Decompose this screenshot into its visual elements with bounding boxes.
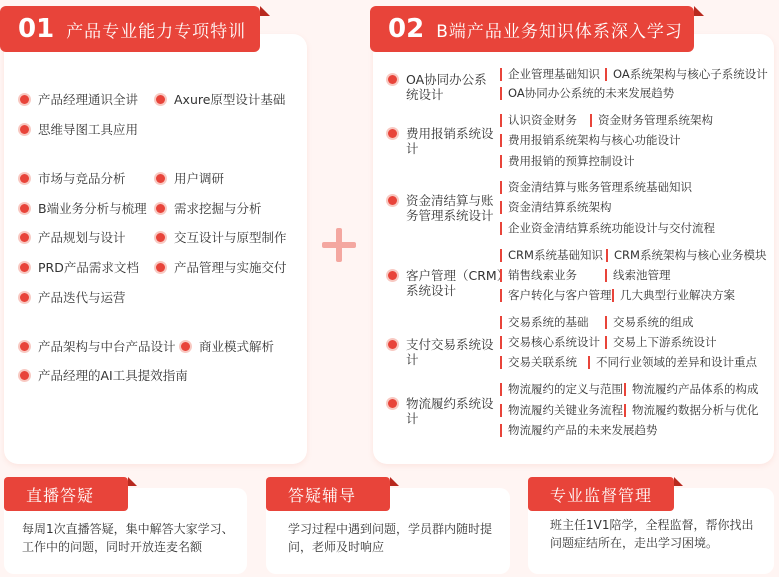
s1-item: 需求挖掘与分析 — [156, 199, 262, 217]
supervision-tab — [528, 477, 674, 511]
bullet-icon — [156, 263, 165, 272]
sub-item: 交易核心系统设计 — [500, 336, 600, 349]
tab-fold — [128, 477, 137, 486]
bullet-icon — [156, 95, 165, 104]
tutoring-desc: 学习过程中遇到问题，学员群内随时提问，老师及时响应 — [288, 522, 493, 554]
sub-item: 线索池管理 — [605, 269, 671, 282]
s1-item: 产品管理与实施交付 — [156, 258, 287, 276]
sub-item: 费用报销系统架构与核心功能设计 — [500, 134, 681, 147]
category-oa: OA协同办公系统设计 — [388, 72, 494, 102]
sub-item: 销售线索业务 — [500, 269, 577, 282]
sub-item: 交易系统的基础 — [500, 316, 589, 329]
sub-item: 物流履约产品体系的构成 — [624, 383, 759, 396]
section2-number: 02 — [388, 14, 425, 44]
s1-item: 产品架构与中台产品设计 — [20, 337, 176, 355]
s1-item: PRD产品需求文档 — [20, 258, 139, 276]
live-qa-title: 直播答疑 — [26, 485, 95, 505]
sub-item: 不同行业领域的差异和设计重点 — [588, 356, 757, 369]
bullet-icon — [388, 129, 397, 138]
sub-item: 费用报销的预算控制设计 — [500, 155, 635, 168]
plus-icon — [322, 228, 356, 262]
live-qa-tab — [4, 477, 128, 511]
sub-item: OA系统架构与核心子系统设计 — [605, 68, 768, 81]
bullet-icon — [20, 342, 29, 351]
s1-item: Axure原型设计基础 — [156, 90, 285, 108]
tutoring-tab — [266, 477, 390, 511]
section2-title: B端产品业务知识体系深入学习 — [436, 21, 683, 42]
bullet-icon — [156, 233, 165, 242]
bullet-icon — [156, 204, 165, 213]
sub-item: 客户转化与客户管理 — [500, 289, 612, 302]
sub-item: CRM系统架构与核心业务模块 — [606, 249, 766, 262]
bullet-icon — [388, 399, 397, 408]
tab-fold — [390, 477, 399, 486]
bullet-icon — [181, 342, 190, 351]
bullet-icon — [388, 75, 397, 84]
bullet-icon — [20, 293, 29, 302]
sub-item: 资金财务管理系统架构 — [590, 114, 713, 127]
s1-item: 产品经理通识全讲 — [20, 90, 138, 108]
sub-item: 资金清结算系统架构 — [500, 201, 612, 214]
category-logistics: 物流履约系统设计 — [388, 396, 494, 426]
category-settlement: 资金清结算与账务管理系统设计 — [388, 193, 502, 223]
sub-item: 物流履约关键业务流程 — [500, 404, 623, 417]
bullet-icon — [20, 263, 29, 272]
live-qa-desc: 每周1次直播答疑，集中解答大家学习、工作中的问题，同时开放连麦名额 — [22, 522, 234, 554]
tab-fold — [674, 477, 683, 486]
s1-item: 用户调研 — [156, 169, 224, 187]
sub-item: 交易系统的组成 — [605, 316, 694, 329]
bullet-icon — [20, 174, 29, 183]
sub-item: 交易上下游系统设计 — [605, 336, 717, 349]
sub-item: 物流履约产品的未来发展趋势 — [500, 424, 658, 437]
category-crm: 客户管理（CRM）系统设计 — [388, 268, 504, 298]
sub-item: 企业资金清结算系统功能设计与交付流程 — [500, 222, 715, 235]
section2-tab — [370, 6, 694, 52]
sub-item: OA协同办公系统的未来发展趋势 — [500, 87, 674, 100]
supervision-title: 专业监督管理 — [550, 485, 653, 505]
bullet-icon — [388, 271, 397, 280]
sub-item: 企业管理基础知识 — [500, 68, 600, 81]
bullet-icon — [156, 174, 165, 183]
s1-item: 产品迭代与运营 — [20, 288, 126, 306]
sub-item: 交易关联系统 — [500, 356, 577, 369]
sub-item: 几大典型行业解决方案 — [612, 289, 735, 302]
bullet-icon — [20, 233, 29, 242]
s1-item: 产品规划与设计 — [20, 228, 126, 246]
sub-item: 物流履约的定义与范围 — [500, 383, 623, 396]
bullet-icon — [20, 95, 29, 104]
tutoring-title: 答疑辅导 — [288, 485, 357, 505]
bullet-icon — [20, 204, 29, 213]
supervision-desc: 班主任1V1陪学，全程监督，帮你找出问题症结所在，走出学习困境。 — [550, 518, 754, 550]
s1-item: 市场与竞品分析 — [20, 169, 126, 187]
tab-fold — [694, 6, 704, 16]
sub-item: CRM系统基础知识 — [500, 249, 603, 262]
tab-fold — [260, 6, 270, 16]
section1-tab — [0, 6, 260, 52]
category-expense: 费用报销系统设计 — [388, 126, 494, 156]
section1-title: 产品专业能力专项特训 — [66, 21, 247, 42]
sub-item: 资金清结算与账务管理系统基础知识 — [500, 181, 692, 194]
s1-item: 交互设计与原型制作 — [156, 228, 287, 246]
bullet-icon — [388, 196, 397, 205]
s1-item: 产品经理的AI工具提效指南 — [20, 366, 188, 384]
s1-item: 商业模式解析 — [181, 337, 274, 355]
bullet-icon — [20, 371, 29, 380]
bullet-icon — [20, 125, 29, 134]
sub-item: 物流履约数据分析与优化 — [624, 404, 759, 417]
bullet-icon — [388, 340, 397, 349]
sub-item: 认识资金财务 — [500, 114, 577, 127]
s1-item: 思维导图工具应用 — [20, 120, 138, 138]
category-payment: 支付交易系统设计 — [388, 337, 494, 367]
section1-number: 01 — [18, 14, 55, 44]
s1-item: B端业务分析与梳理 — [20, 199, 147, 217]
